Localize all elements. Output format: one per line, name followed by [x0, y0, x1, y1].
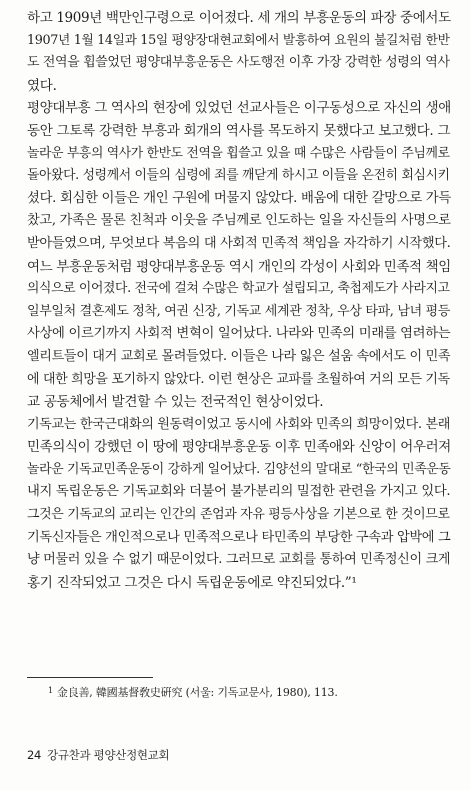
running-title: 강규찬과 평양산정현교회 — [47, 748, 170, 762]
text-line: 홍기 진작되었고 그것은 다시 독립운동에로 약진되었다.”¹ — [27, 574, 357, 591]
text-line: 도 전역을 휩쓸었던 평양대부흥운동은 사도행전 이후 가장 강력한 성령의 역사 — [27, 55, 450, 71]
body-text — [27, 7, 453, 594]
text-line: 평양대부흥 그 역사의 현장에 있었던 선교사들은 이구동성으로 자신의 생애 — [27, 100, 451, 117]
text-line: 에 대한 희망을 포기하지 않았다. 이런 현상은 교파를 초월하여 거의 모든 기독 — [27, 371, 450, 387]
text-line: 놀라운 기독교민족운동이 강하게 일어났다. 김양선의 말대로 “한국의 민족운동 — [27, 461, 451, 477]
text-line: 사상에 이르기까지 사회적 변혁이 일어났다. 나라와 민족의 미래를 염려하는 — [27, 326, 451, 342]
text-line: 받아들였으며, 무엇보다 복음의 대 사회적 민족적 책임을 자각하기 시작했다. — [27, 235, 451, 251]
text-line: 교 공동체에서 발견할 수 있는 전국적인 현상이었다. — [27, 394, 324, 411]
text-line: 냥 머물러 있을 수 없기 때문이었다. 그러므로 교회를 통하여 민족정신이 크게 — [27, 552, 451, 568]
text-line: 기독신자들은 개인적으로나 민족적으로나 타민족의 부당한 구속과 압박에 그 — [27, 529, 451, 545]
text-line: 일부일처 결혼제도 정착, 여권 신장, 기독교 세계관 정착, 우상 타파, 남녀 평등 — [27, 303, 450, 319]
footnote-text: 金良善, 韓國基督敎史硏究 (서울: 기독교문사, 1980), 113. — [56, 686, 338, 699]
text-line: 동안 그토록 강력한 부흥과 회개의 역사를 목도하지 못했다고 보고했다. 그 — [27, 122, 451, 139]
text-line: 여느 부흥운동처럼 평양대부흥운동 역시 개인의 각성이 사회와 민족적 책임 — [27, 258, 451, 275]
page-footer — [27, 748, 169, 762]
text-line: 1907년 1월 14일과 15일 평양장대현교회에서 발흥하여 요원의 불길처럼 한반 — [27, 32, 450, 48]
footnote — [48, 686, 338, 701]
page-number: 24 — [27, 748, 42, 762]
text-line: 그것은 기독교의 교리는 인간의 존엄과 자유 평등사상을 기본으로 한 것이므로 — [27, 507, 450, 523]
text-line: 내지 독립운동은 기독교회와 더불어 불가분리의 밀접한 관련을 가지고 있다. — [27, 484, 451, 500]
text-line: 였다. — [27, 77, 57, 94]
text-line: 하고 1909년 백만인구령으로 이어졌다. 세 개의 부흥운동의 파장 중에서도 — [27, 10, 451, 26]
text-line: 셨다. 회심한 이들은 개인 구원에 머물지 않았다. 배움에 대한 갈망으로 가득 — [27, 190, 451, 206]
text-line: 놀라운 부흥의 역사가 한반도 전역을 휩쓸고 있을 때 수많은 사람들이 주님께로 — [27, 145, 450, 161]
text-line: 찼고, 가족은 물론 친척과 이웃을 주님께로 인도하는 일을 자신들의 사명으로 — [27, 213, 451, 229]
footnote-marker: 1 — [48, 686, 53, 695]
text-line: 돌아왔다. 성령께서 이들의 심령에 죄를 깨닫게 하시고 이들을 온전히 회심시키 — [27, 168, 450, 184]
text-line: 의식으로 이어졌다. 전국에 걸쳐 수많은 학교가 설립되고, 축첩제도가 사라지고 — [27, 281, 450, 297]
text-line: 민족의식이 강했던 이 땅에 평양대부흥운동 이후 민족애와 신앙이 어우러져 — [27, 439, 451, 456]
text-line: 엘리트들이 대거 교회로 몰려들었다. 이들은 나라 잃은 설움 속에서도 이 민족 — [27, 348, 451, 364]
footnote-rule — [27, 677, 153, 678]
text-line: 기독교는 한국근대화의 원동력이었고 동시에 사회와 민족의 희망이었다. 본래 — [27, 416, 451, 432]
